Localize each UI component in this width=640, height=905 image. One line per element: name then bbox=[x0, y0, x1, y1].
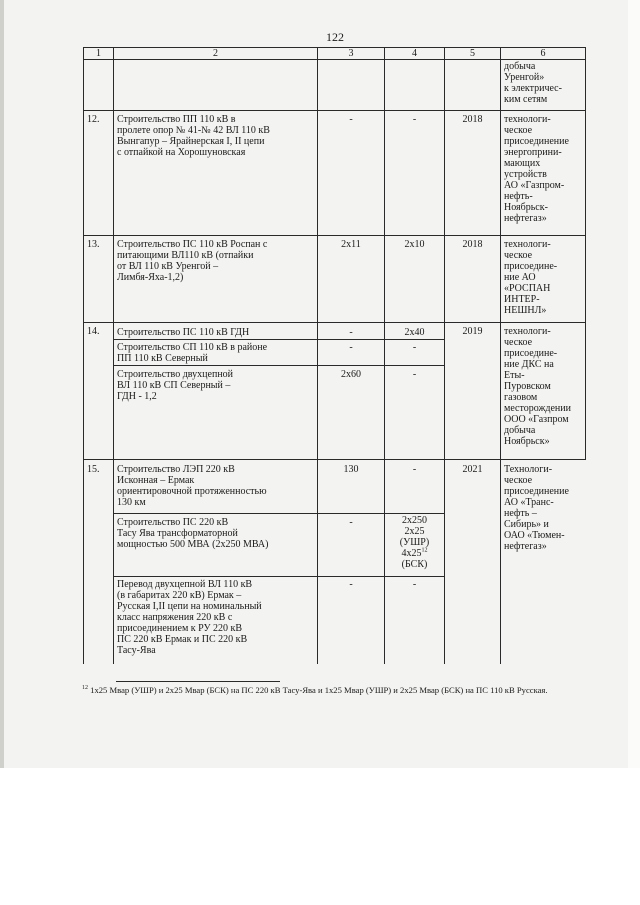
compensation-values: 2x250 2x25 (УШР) 4x25 bbox=[399, 515, 430, 559]
table-cell-col4: 2x40 bbox=[404, 327, 425, 338]
table-cell-col3: 2x11 bbox=[341, 239, 361, 250]
scan-shadow-left bbox=[0, 0, 4, 768]
table-cell-col4: - bbox=[412, 342, 417, 353]
header-col-6: 6 bbox=[540, 48, 546, 59]
table-cell-col3: - bbox=[349, 517, 353, 528]
header-col-5: 5 bbox=[470, 48, 475, 59]
table-cell-col4: - bbox=[412, 579, 417, 590]
table-cell-description: Строительство ЛЭП 220 кВ Исконная – Ермак ориентировочной протяженностью 130 км bbox=[117, 464, 267, 508]
table-cell-year: 2021 bbox=[462, 464, 483, 475]
table-cell-col3: - bbox=[349, 579, 353, 590]
table-cell-number: 13. bbox=[87, 239, 100, 250]
table-cell-col3: - bbox=[349, 114, 353, 125]
table-cell-description: Строительство ПС 110 кВ ГДН bbox=[117, 327, 250, 338]
table-cell-col3: 2x60 bbox=[341, 369, 361, 380]
table-cell-purpose: технологи- ческое присоедине- ние ДКС на Еты- Пуровском газовом месторождении ООО «Газпром добыча Ноябрьск» bbox=[504, 326, 571, 447]
table-cell-col4: - bbox=[412, 464, 417, 475]
table-cell-col3: - bbox=[349, 327, 353, 338]
header-col-3: 3 bbox=[348, 48, 354, 59]
header-col-4: 4 bbox=[412, 48, 417, 59]
table-cell-description: Перевод двухцепной ВЛ 110 кВ (в габаритах 220 кВ) Ермак – Русская I,II цепи на номинальный класс напряжения 220 кВ с присоединением к РУ 220 кВ ПС 220 кВ Ермак и ПС 220 кВ Тасу-Ява bbox=[117, 579, 262, 656]
table-cell-number: 12. bbox=[87, 114, 100, 125]
table-cell-description: Строительство СП 110 кВ в районе ПП 110 кВ Северный bbox=[117, 342, 268, 364]
table-cell-description: Строительство ПП 110 кВ в пролете опор № 41-№ 42 ВЛ 110 кВ Вынгапур – Ярайнерская I, II цепи с отпайкой на Хорошуновская bbox=[117, 114, 270, 158]
table-cell-col4-compensation bbox=[385, 514, 444, 571]
table-cell-description: Строительство ПС 220 кВ Тасу Ява трансформаторной мощностью 500 МВА (2x250 МВА) bbox=[117, 517, 269, 550]
table-cell-year: 2019 bbox=[462, 326, 483, 337]
header-col-1: 1 bbox=[96, 48, 101, 59]
footnote bbox=[82, 685, 602, 696]
table-cell-col4: - bbox=[412, 369, 417, 380]
table-cell-year: 2018 bbox=[462, 239, 483, 250]
table-cell-description: Строительство ПС 110 кВ Роспан с питающими ВЛ110 кВ (отпайки от ВЛ 110 кВ Уренгой – Лимбя-Яха-1,2) bbox=[117, 239, 268, 283]
footnote-separator bbox=[116, 681, 280, 682]
header-col-2: 2 bbox=[213, 48, 218, 59]
table-cell-col3: 130 bbox=[343, 464, 359, 475]
table-cell-purpose: технологи- ческое присоединение энергоприни- мающих устройств АО «Газпром- нефть- Ноябрьск- нефтегаз» bbox=[504, 114, 569, 224]
scan-margin-right bbox=[628, 0, 640, 768]
footnote-marker: 12 bbox=[82, 685, 88, 692]
footnote-text: 1x25 Мвар (УШР) и 2x25 Мвар (БСК) на ПС 220 кВ Тасу-Ява и 1x25 Мвар (УШР) и 2x25 Мвар (БСК) на ПС 110 кВ Русская. bbox=[88, 685, 548, 695]
table-cell-number: 15. bbox=[87, 464, 100, 475]
table-cell-col4: 2x10 bbox=[404, 239, 425, 250]
table-cell-col4: - bbox=[412, 114, 417, 125]
table-cell-purpose: технологи- ческое присоедине- ние АО «РОСПАН ИНТЕР- НЕШНЛ» bbox=[504, 239, 558, 316]
table-cell-year: 2018 bbox=[462, 114, 483, 125]
table-cell-col3: - bbox=[349, 342, 353, 353]
page-number: 122 bbox=[326, 30, 344, 44]
table-cell-number: 14. bbox=[87, 326, 100, 337]
compensation-tail: (БСК) bbox=[401, 559, 428, 570]
table-cell-purpose: добыча Уренгой» к электричес- ким сетям bbox=[504, 61, 562, 105]
table-cell-description: Строительство двухцепной ВЛ 110 кВ СП Северный – ГДН - 1,2 bbox=[117, 369, 234, 402]
footnote-ref: 12 bbox=[421, 547, 428, 554]
table-cell-purpose: Технологи- ческое присоединение АО «Транс- нефть – Сибирь» и ОАО «Тюмен- нефтегаз» bbox=[504, 464, 569, 552]
